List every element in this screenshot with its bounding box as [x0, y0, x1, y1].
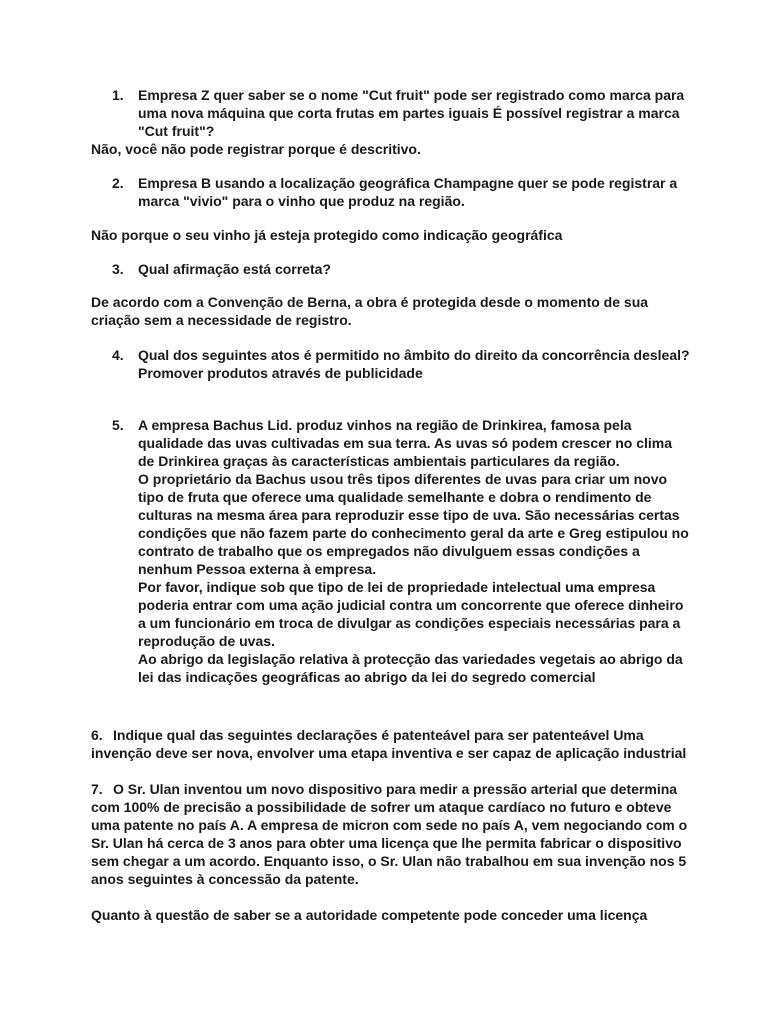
question-3	[112, 260, 692, 278]
question-number: 7.	[91, 781, 103, 797]
question-text: O Sr. Ulan inventou um novo dispositivo para medir a pressão arterial que determina com 100% de precisão a possibilidade de sofrer um ataque cardíaco no futuro e obteve uma patente no país A. A empresa de micron com sede no país A, vem negociando com o Sr. Ulan há cerca de 3 anos para obter uma licença que lhe permita fabricar o dispositivo sem chegar a um acordo. Enquanto isso, o Sr. Ulan não trabalhou em sua invenção nos 5 anos seguintes à concessão da patente.	[91, 781, 688, 887]
question-number: 2.	[112, 175, 124, 191]
question-text: Empresa Z quer saber se o nome "Cut fruit" pode ser registrado como marca para uma nova máquina que corta frutas em partes iguais É possível registrar a marca "Cut fruit"?	[138, 87, 685, 139]
question-7	[91, 780, 691, 888]
answer-4: Promover produtos através de publicidade	[138, 365, 423, 381]
question-number: 5.	[112, 417, 124, 433]
question-text: Indique qual das seguintes declarações é patenteável para ser patenteável Uma invenção deve ser nova, envolver uma etapa inventiva e ser capaz de aplicação industrial	[91, 727, 687, 761]
question-4	[112, 346, 692, 382]
answer-1: Não, você não pode registrar porque é descritivo.	[91, 141, 421, 157]
question-1	[112, 86, 692, 140]
answer-2: Não porque o seu vinho já esteja protegido como indicação geográfica	[91, 227, 563, 243]
question-text: Qual afirmação está correta?	[138, 261, 331, 277]
question-paragraph: A empresa Bachus Lid. produz vinhos na região de Drinkirea, famosa pela qualidade das uvas cultivadas em sua terra. As uvas só podem crescer no clima de Drinkirea graças às características ambientais particulares da região.	[138, 417, 673, 469]
question-text: Qual dos seguintes atos é permitido no âmbito do direito da concorrência desleal?	[138, 347, 690, 363]
question-number: 1.	[112, 87, 124, 103]
question-number: 4.	[112, 347, 124, 363]
question-number: 3.	[112, 261, 124, 277]
answer-5: Ao abrigo da legislação relativa à protecção das variedades vegetais ao abrigo da lei das indicações geográficas ao abrigo da lei do segredo comercial	[138, 651, 683, 685]
answer-3: De acordo com a Convenção de Berna, a obra é protegida desde o momento de sua criação sem a necessidade de registro.	[91, 294, 649, 328]
question-number: 6.	[91, 727, 103, 743]
question-2	[112, 174, 692, 210]
question-5	[112, 416, 692, 686]
trailing-paragraph: Quanto à questão de saber se a autoridade competente pode conceder uma licença	[91, 907, 648, 923]
question-6	[91, 726, 691, 762]
question-paragraph: O proprietário da Bachus usou três tipos diferentes de uvas para criar um novo tipo de fruta que oferece uma qualidade semelhante e dobra o rendimento de culturas na mesma área para reproduzir esse tipo de uva. São necessárias certas condições que não fazem parte do conhecimento geral da arte e Greg estipulou no contrato de trabalho que os empregados não divulguem essas condições a nenhum Pessoa externa à empresa.	[138, 471, 689, 577]
question-text: Empresa B usando a localização geográfica Champagne quer se pode registrar a marca "vivio" para o vinho que produz na região.	[138, 175, 678, 209]
question-paragraph: Por favor, indique sob que tipo de lei de propriedade intelectual uma empresa poderia entrar com uma ação judicial contra um concorrente que oferece dinheiro a um funcionário em troca de divulgar as condições especiais necessárias para a reprodução de uvas.	[138, 579, 684, 649]
